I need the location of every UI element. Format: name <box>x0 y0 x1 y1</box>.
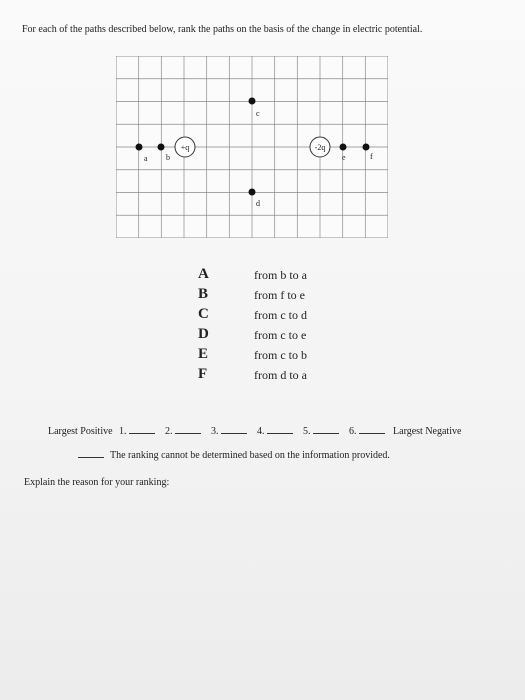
rank-slot-1-label: 1. <box>119 426 127 437</box>
path-row <box>198 326 398 346</box>
path-description: from c to b <box>254 348 307 362</box>
cannot-determine-line <box>78 448 390 461</box>
rank-slot-2-blank[interactable] <box>175 424 201 434</box>
largest-negative-label: Largest Negative <box>393 426 462 437</box>
path-row <box>198 266 398 286</box>
point-e-label: e <box>342 153 346 162</box>
rank-slot-5-label: 5. <box>303 426 311 437</box>
path-letter: B <box>198 286 209 302</box>
point-a-label: a <box>144 154 148 163</box>
explain-prompt: Explain the reason for your ranking: <box>24 477 170 488</box>
path-letter: A <box>198 266 209 282</box>
path-letter: F <box>198 366 208 382</box>
charge-grid <box>116 56 388 238</box>
instructions: For each of the paths described below, rank the paths on the basis of the change in electric potential. <box>22 24 423 35</box>
path-description: from d to a <box>254 368 307 382</box>
rank-slot-1-blank[interactable] <box>129 424 155 434</box>
rank-slot-6-label: 6. <box>349 426 357 437</box>
path-letter: D <box>198 326 209 342</box>
path-row <box>198 306 398 326</box>
charge-plus-q-label: +q <box>180 143 190 152</box>
path-letter: C <box>198 306 209 322</box>
point-b-label: b <box>166 153 170 162</box>
rank-slot-2-label: 2. <box>165 426 173 437</box>
rank-slot-4-blank[interactable] <box>267 424 293 434</box>
rank-slot-5-blank[interactable] <box>313 424 339 434</box>
charge-minus-2q-label: -2q <box>314 143 326 152</box>
cannot-determine-blank[interactable] <box>78 448 104 458</box>
largest-positive-label: Largest Positive <box>48 426 113 437</box>
point-f-label: f <box>370 152 373 161</box>
rank-slot-3-blank[interactable] <box>221 424 247 434</box>
cannot-determine-text: The ranking cannot be determined based on the information provided. <box>110 450 390 461</box>
ranking-line <box>48 424 461 437</box>
path-description: from b to a <box>254 268 307 282</box>
path-row <box>198 286 398 306</box>
point-c-label: c <box>256 109 260 118</box>
path-description: from c to d <box>254 308 307 322</box>
charge-plus-q <box>175 137 195 157</box>
path-row <box>198 366 398 386</box>
rank-slot-3-label: 3. <box>211 426 219 437</box>
point-d-label: d <box>256 199 260 208</box>
path-row <box>198 346 398 366</box>
path-description: from f to e <box>254 288 305 302</box>
path-description: from c to e <box>254 328 307 342</box>
charge-minus-2q <box>310 137 330 157</box>
path-letter: E <box>198 346 209 362</box>
rank-slot-6-blank[interactable] <box>359 424 385 434</box>
rank-slot-4-label: 4. <box>257 426 265 437</box>
